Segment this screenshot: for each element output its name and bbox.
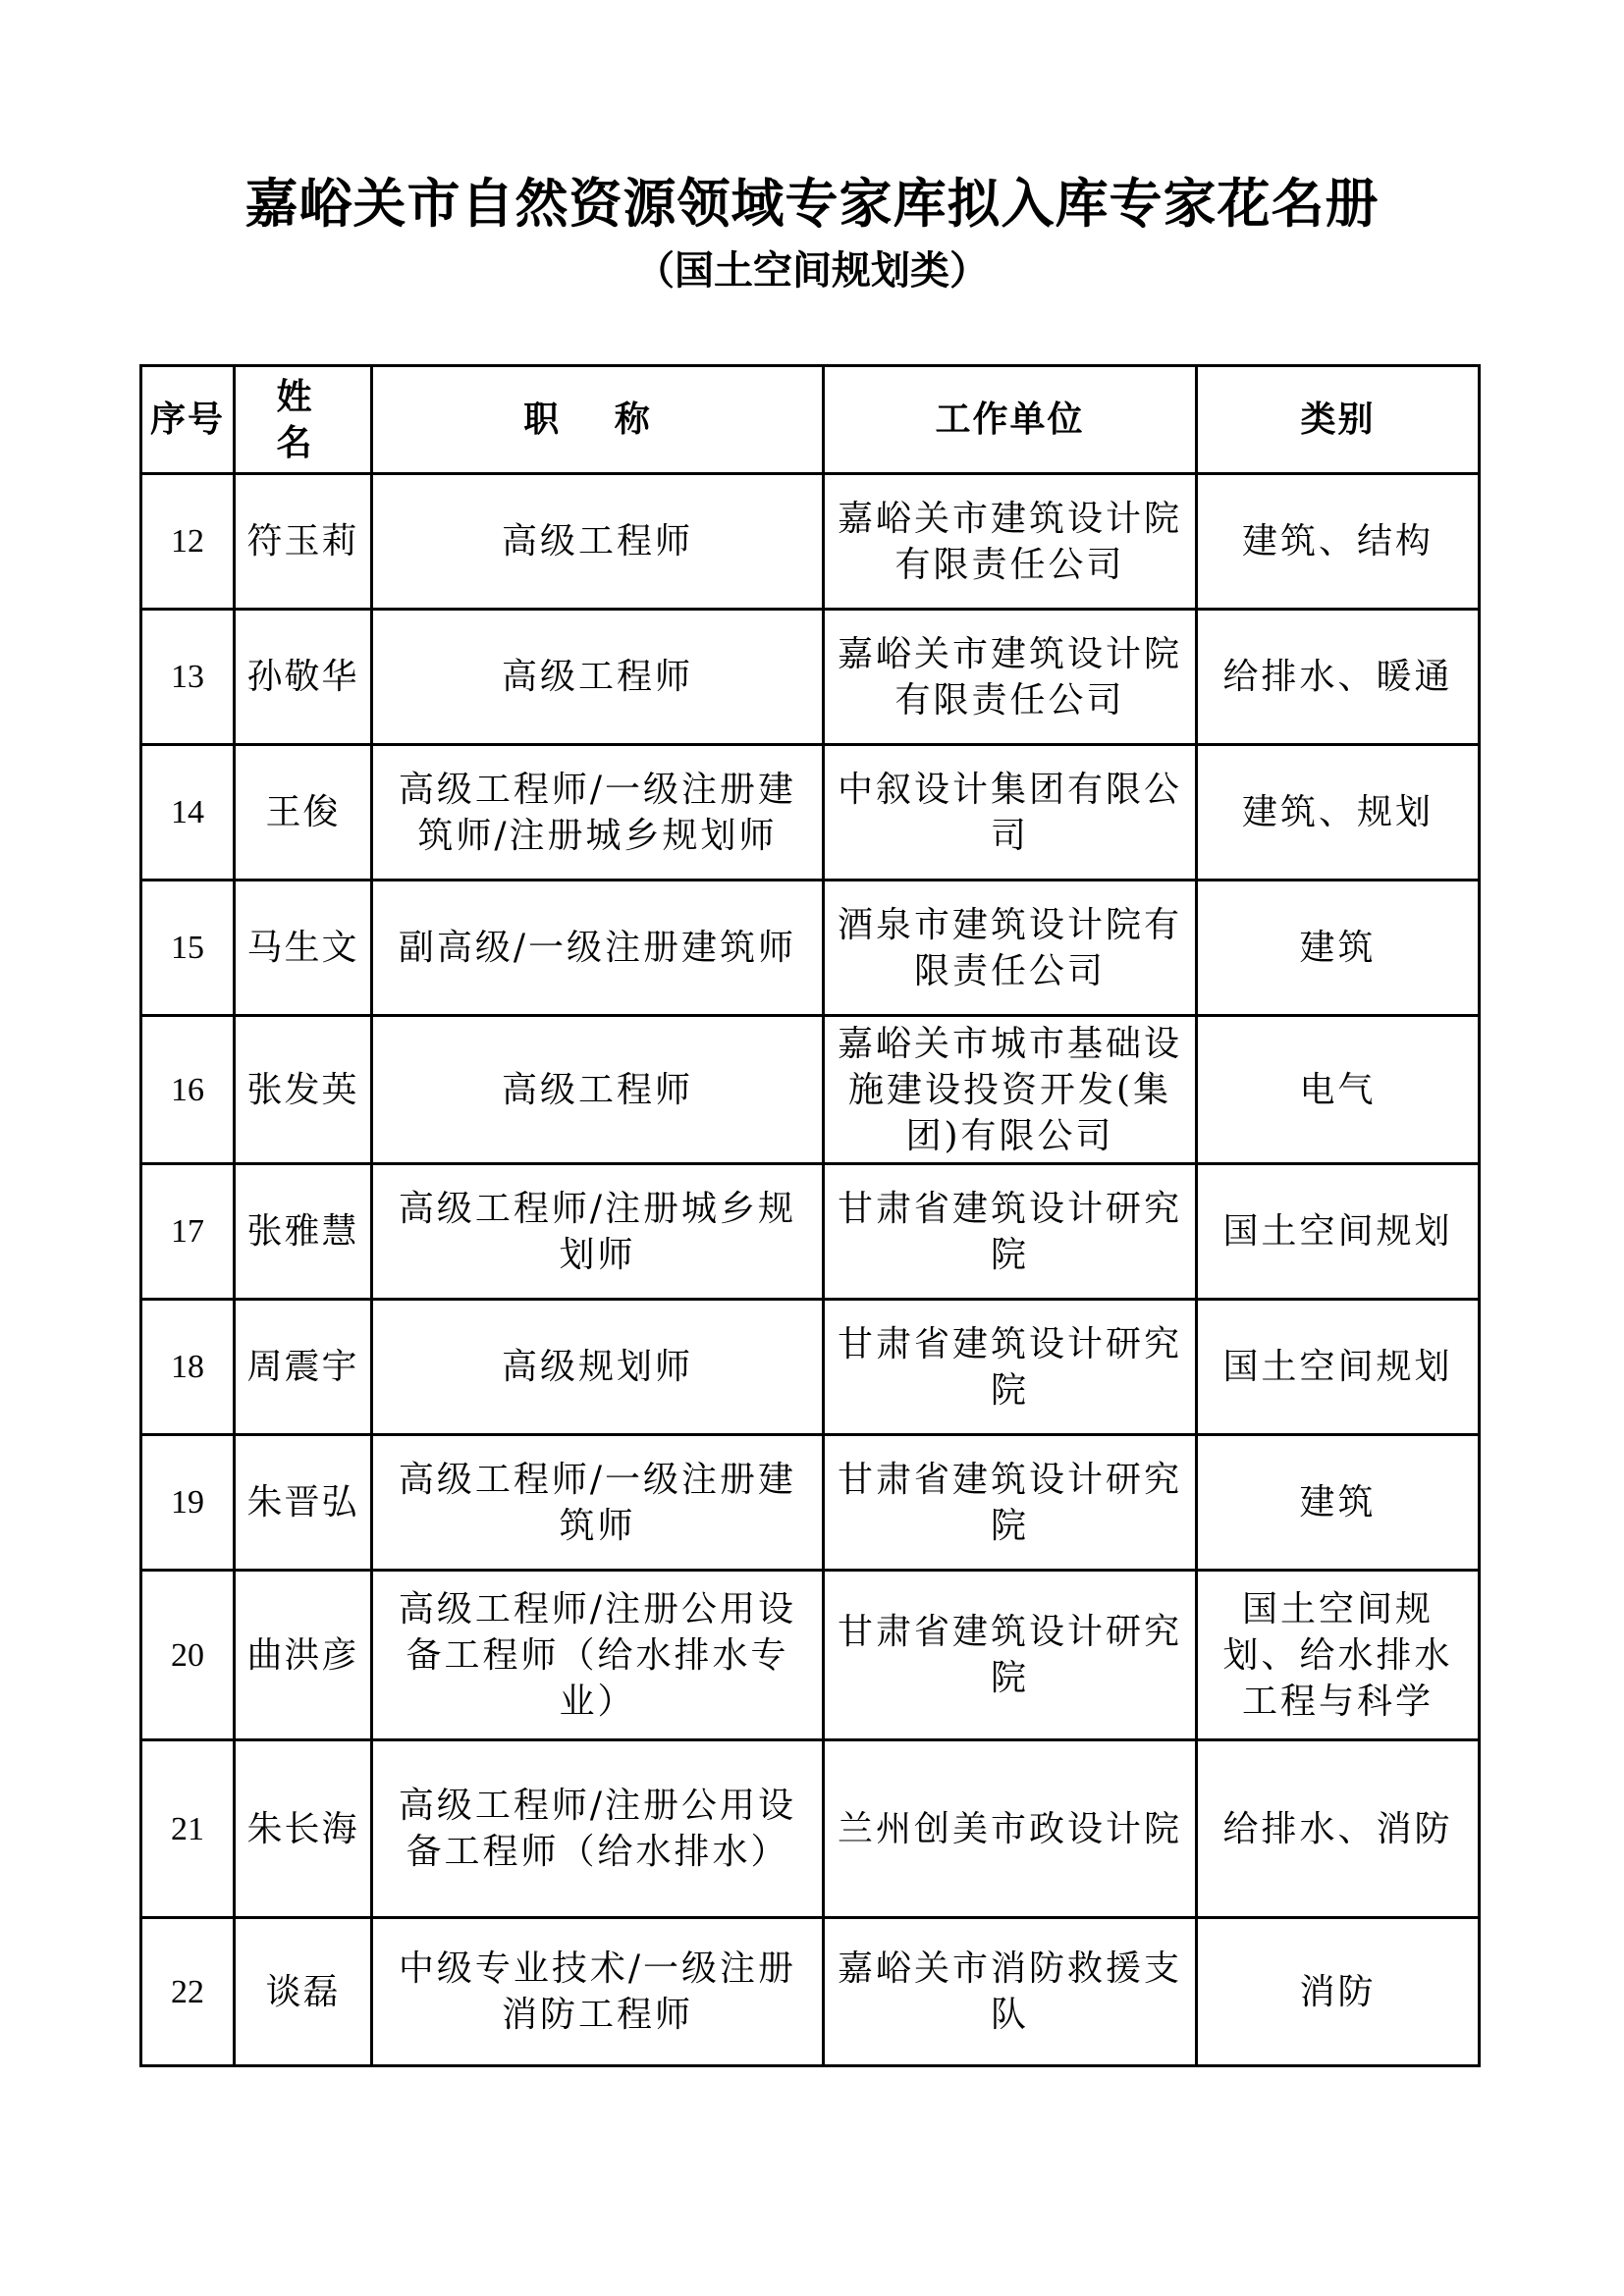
table-row — [141, 1571, 1480, 1740]
cell-seq: 13 — [141, 610, 235, 745]
cell-name: 曲洪彦 — [235, 1571, 372, 1740]
cell-title: 高级工程师/注册公用设备工程师（给水排水专业） — [372, 1571, 824, 1740]
cell-title: 高级工程师/一级注册建筑师/注册城乡规划师 — [372, 745, 824, 881]
cell-title: 高级规划师 — [372, 1300, 824, 1435]
cell-title: 副高级/一级注册建筑师 — [372, 881, 824, 1016]
cell-name: 孙敬华 — [235, 610, 372, 745]
cell-unit: 中叙设计集团有限公司 — [824, 745, 1197, 881]
cell-title: 高级工程师 — [372, 610, 824, 745]
cell-category: 给排水、消防 — [1197, 1740, 1480, 1918]
cell-seq: 17 — [141, 1164, 235, 1300]
cell-category: 建筑 — [1197, 1435, 1480, 1571]
cell-category: 国土空间规划 — [1197, 1300, 1480, 1435]
table-header-row — [141, 366, 1480, 474]
cell-unit: 嘉峪关市消防救援支队 — [824, 1918, 1197, 2066]
cell-name: 王俊 — [235, 745, 372, 881]
table-row — [141, 1435, 1480, 1571]
cell-category: 给排水、暖通 — [1197, 610, 1480, 745]
cell-unit: 嘉峪关市建筑设计院有限责任公司 — [824, 474, 1197, 610]
cell-seq: 15 — [141, 881, 235, 1016]
cell-category: 国土空间规划、给水排水工程与科学 — [1197, 1571, 1480, 1740]
cell-unit: 甘肃省建筑设计研究院 — [824, 1571, 1197, 1740]
cell-name: 马生文 — [235, 881, 372, 1016]
cell-category: 建筑 — [1197, 881, 1480, 1016]
table-row — [141, 1740, 1480, 1918]
header-name: 姓 名 — [235, 366, 372, 474]
table-row — [141, 1300, 1480, 1435]
cell-unit: 嘉峪关市城市基础设施建设投资开发(集团)有限公司 — [824, 1016, 1197, 1164]
table-row — [141, 474, 1480, 610]
cell-name: 周震宇 — [235, 1300, 372, 1435]
cell-category: 消防 — [1197, 1918, 1480, 2066]
cell-unit: 酒泉市建筑设计院有限责任公司 — [824, 881, 1197, 1016]
table-row — [141, 745, 1480, 881]
cell-seq: 20 — [141, 1571, 235, 1740]
document-subtitle: （国土空间规划类） — [635, 248, 989, 294]
cell-category: 国土空间规划 — [1197, 1164, 1480, 1300]
cell-title: 高级工程师/一级注册建筑师 — [372, 1435, 824, 1571]
cell-name: 朱晋弘 — [235, 1435, 372, 1571]
table-row — [141, 1016, 1480, 1164]
cell-unit: 甘肃省建筑设计研究院 — [824, 1164, 1197, 1300]
cell-title: 中级专业技术/一级注册消防工程师 — [372, 1918, 824, 2066]
cell-unit: 甘肃省建筑设计研究院 — [824, 1300, 1197, 1435]
table-row — [141, 610, 1480, 745]
cell-category: 建筑、规划 — [1197, 745, 1480, 881]
header-title: 职 称 — [372, 366, 824, 474]
cell-seq: 22 — [141, 1918, 235, 2066]
cell-title: 高级工程师 — [372, 1016, 824, 1164]
cell-seq: 18 — [141, 1300, 235, 1435]
cell-title: 高级工程师/注册城乡规划师 — [372, 1164, 824, 1300]
header-unit: 工作单位 — [824, 366, 1197, 474]
cell-seq: 21 — [141, 1740, 235, 1918]
table-row — [141, 1918, 1480, 2066]
cell-seq: 16 — [141, 1016, 235, 1164]
cell-name: 朱长海 — [235, 1740, 372, 1918]
cell-title: 高级工程师 — [372, 474, 824, 610]
cell-unit: 嘉峪关市建筑设计院有限责任公司 — [824, 610, 1197, 745]
cell-seq: 12 — [141, 474, 235, 610]
cell-unit: 甘肃省建筑设计研究院 — [824, 1435, 1197, 1571]
cell-category: 建筑、结构 — [1197, 474, 1480, 610]
cell-name: 符玉莉 — [235, 474, 372, 610]
header-seq: 序号 — [141, 366, 235, 474]
table-row — [141, 1164, 1480, 1300]
cell-category: 电气 — [1197, 1016, 1480, 1164]
cell-seq: 14 — [141, 745, 235, 881]
header-category: 类别 — [1197, 366, 1480, 474]
cell-name: 张发英 — [235, 1016, 372, 1164]
cell-seq: 19 — [141, 1435, 235, 1571]
table-row — [141, 881, 1480, 1016]
cell-title: 高级工程师/注册公用设备工程师（给水排水） — [372, 1740, 824, 1918]
expert-roster-table — [139, 364, 1481, 2067]
document-title: 嘉峪关市自然资源领域专家库拟入库专家花名册 — [244, 173, 1380, 235]
cell-unit: 兰州创美市政设计院 — [824, 1740, 1197, 1918]
cell-name: 张雅慧 — [235, 1164, 372, 1300]
cell-name: 谈磊 — [235, 1918, 372, 2066]
